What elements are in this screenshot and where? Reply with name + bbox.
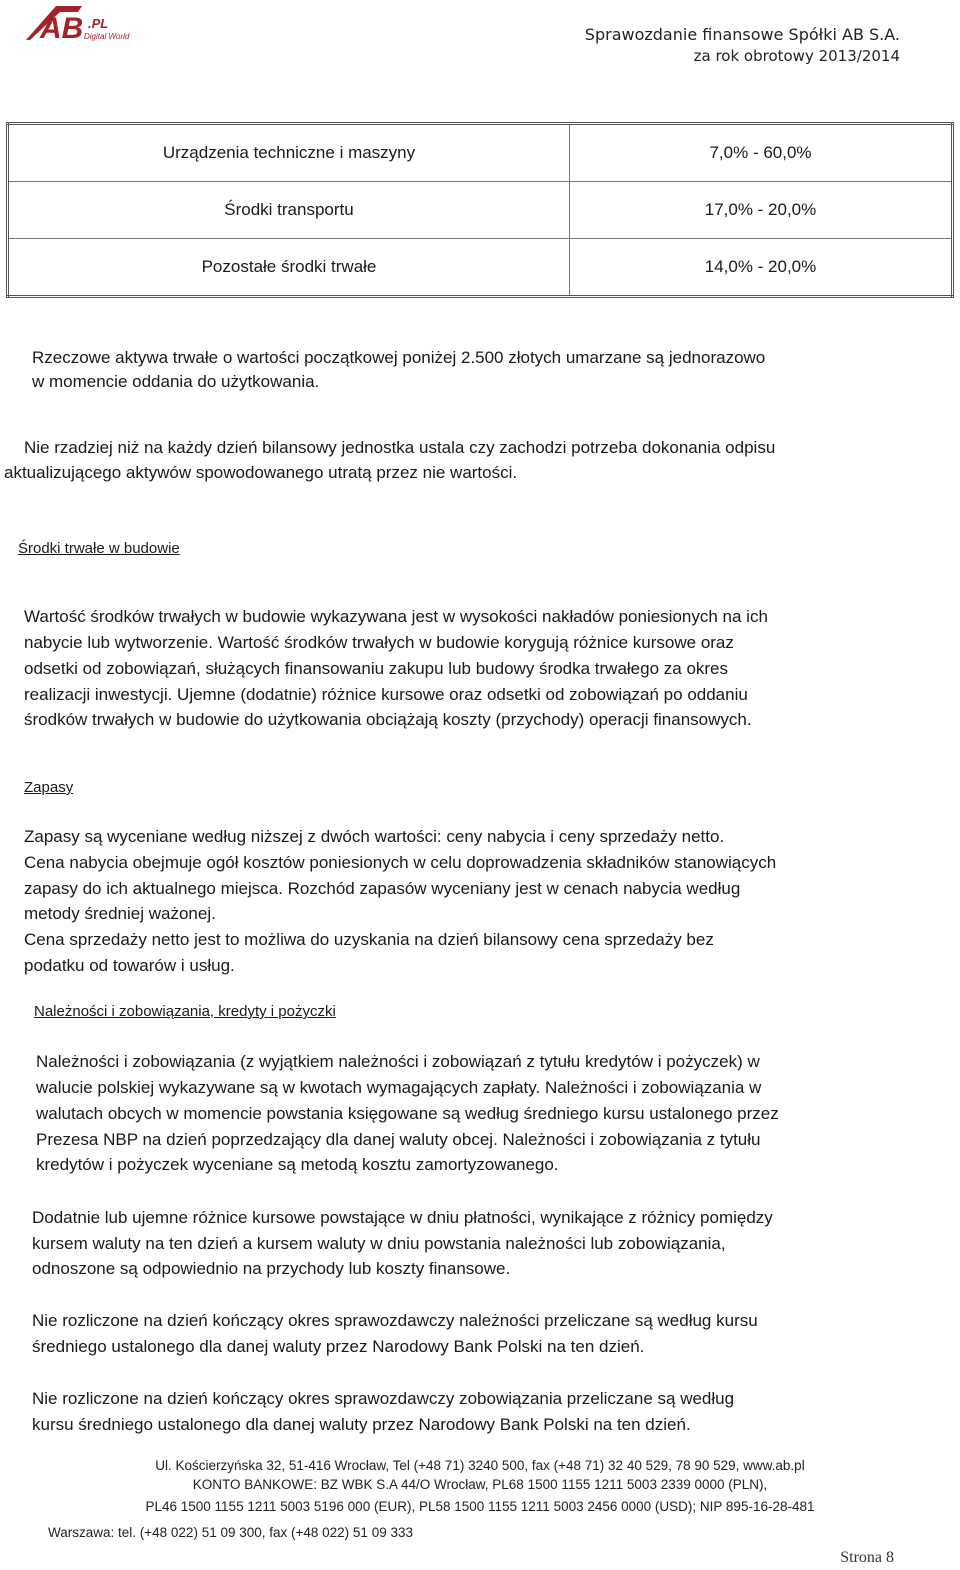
unsettled-liabilities-line: kursu średniego ustalonego dla danej waluty przez Narodowy Bank Polski na ten dzień.	[32, 1415, 691, 1434]
receivables-paragraph-line: Prezesa NBP na dzień poprzedzający dla danej waluty obcej. Należności i zobowiązania z tytułu	[36, 1130, 761, 1149]
construction-paragraph-line: odsetki od zobowiązań, służących finansowaniu zakupu lub budowy środka trwałego za okres	[24, 659, 729, 678]
receivables-paragraph-line: kredytów i pożyczek wyceniane są metodą kosztu zamortyzowanego.	[36, 1155, 559, 1174]
depreciation-rates-table	[6, 122, 954, 298]
table-row	[8, 239, 953, 297]
logo-graphic	[26, 4, 136, 44]
receivables-paragraph-line: Należności i zobowiązania (z wyjątkiem należności i zobowiązań z tytułu kredytów i pożyczek) w	[36, 1052, 760, 1071]
low-value-paragraph-line: w momencie oddania do użytkowania.	[32, 372, 320, 391]
logo-ab: AB	[40, 12, 84, 44]
section-heading-construction: Środki trwałe w budowie	[18, 540, 180, 557]
impairment-paragraph-line: Nie rzadziej niż na każdy dzień bilansowy jednostka ustala czy zachodzi potrzeba dokonania odpisu	[24, 438, 776, 457]
footer-bank-iban: PL46 1500 1155 1211 5003 5196 000 (EUR), PL58 1500 1155 1211 5003 2456 0000 (USD); NIP 895-16-28-481	[145, 1499, 815, 1514]
receivables-paragraph-line: walucie polskiej wykazywane są w kwotach wymagających zapłaty. Należności i zobowiązania w	[36, 1078, 762, 1097]
inventory-paragraph-line: Cena nabycia obejmuje ogół kosztów poniesionych w celu doprowadzenia składników stanowiących	[24, 853, 777, 872]
fx-paragraph-line: kursem waluty na ten dzień a kursem waluty w dniu powstania należności lub zobowiązania,	[32, 1234, 726, 1253]
footer-address: Ul. Kościerzyńska 32, 51-416 Wrocław, Tel (+48 71) 3240 500, fax (+48 71) 32 40 529, 78 90 529, www.ab.pl	[155, 1458, 805, 1473]
table-row	[8, 182, 953, 239]
unsettled-receivables-line: Nie rozliczone na dzień kończący okres sprawozdawczy należności przeliczane są według kursu	[32, 1311, 758, 1330]
page-number: Strona 8	[840, 1549, 894, 1566]
inventory-paragraph-line: metody średniej ważonej.	[24, 904, 216, 923]
report-title: Sprawozdanie finansowe Spółki AB S.A.	[584, 25, 900, 44]
logo-tagline: Digital World	[84, 32, 130, 41]
construction-paragraph-line: nabycie lub wytworzenie. Wartość środków trwałych w budowie korygują różnice kursowe oraz	[24, 633, 734, 652]
construction-paragraph-line: realizacji inwestycji. Ujemne (dodatnie) różnice kursowe oraz odsetki od zobowiązań po oddaniu	[24, 685, 748, 704]
receivables-paragraph-line: walutach obcych w momencie powstania księgowane są według średniego kursu ustalonego przez	[36, 1104, 779, 1123]
rate-range-cell: 7,0% - 60,0%	[570, 124, 953, 182]
report-subtitle: za rok obrotowy 2013/2014	[693, 47, 900, 65]
unsettled-liabilities-line: Nie rozliczone na dzień kończący okres sprawozdawczy zobowiązania przeliczane są według	[32, 1389, 735, 1408]
footer-warsaw-contact: Warszawa: tel. (+48 022) 51 09 300, fax (+48 022) 51 09 333	[48, 1525, 413, 1540]
inventory-paragraph-line: zapasy do ich aktualnego miejsca. Rozchód zapasów wyceniany jest w cenach nabycia według	[24, 879, 741, 898]
asset-class-cell: Urządzenia techniczne i maszyny	[8, 124, 570, 182]
inventory-paragraph-line: Zapasy są wyceniane według niższej z dwóch wartości: ceny nabycia i ceny sprzedaży netto.	[24, 827, 725, 846]
footer-bank-account: KONTO BANKOWE: BZ WBK S.A 44/O Wrocław, PL68 1500 1155 1211 5003 2339 0000 (PLN),	[192, 1477, 768, 1492]
construction-paragraph-line: Wartość środków trwałych w budowie wykazywana jest w wysokości nakładów poniesionych na ich	[24, 607, 768, 626]
fx-paragraph-line: Dodatnie lub ujemne różnice kursowe powstające w dniu płatności, wynikające z różnicy pomiędzy	[32, 1208, 773, 1227]
impairment-paragraph-line: aktualizującego aktywów spowodowanego utratą przez nie wartości.	[4, 463, 518, 482]
unsettled-receivables-line: średniego ustalonego dla danej waluty przez Narodowy Bank Polski na ten dzień.	[32, 1337, 645, 1356]
inventory-paragraph-line: Cena sprzedaży netto jest to możliwa do uzyskania na dzień bilansowy cena sprzedaży bez	[24, 930, 714, 949]
inventory-paragraph-line: podatku od towarów i usług.	[24, 956, 235, 975]
logo-suffix: .PL	[88, 16, 109, 31]
fx-paragraph-line: odnoszone są odpowiednio na przychody lub koszty finansowe.	[32, 1259, 511, 1278]
rate-range-cell: 14,0% - 20,0%	[570, 239, 953, 297]
company-logo	[26, 4, 136, 44]
section-heading-receivables: Należności i zobowiązania, kredyty i pożyczki	[34, 1003, 336, 1020]
table-row	[8, 124, 953, 182]
asset-class-cell: Pozostałe środki trwałe	[8, 239, 570, 297]
construction-paragraph-line: środków trwałych w budowie do użytkowania obciążają koszty (przychody) operacji finansowych.	[24, 710, 752, 729]
rate-range-cell: 17,0% - 20,0%	[570, 182, 953, 239]
asset-class-cell: Środki transportu	[8, 182, 570, 239]
section-heading-inventory: Zapasy	[24, 779, 74, 796]
low-value-paragraph-line: Rzeczowe aktywa trwałe o wartości początkowej poniżej 2.500 złotych umarzane są jednorazowo	[32, 348, 766, 367]
